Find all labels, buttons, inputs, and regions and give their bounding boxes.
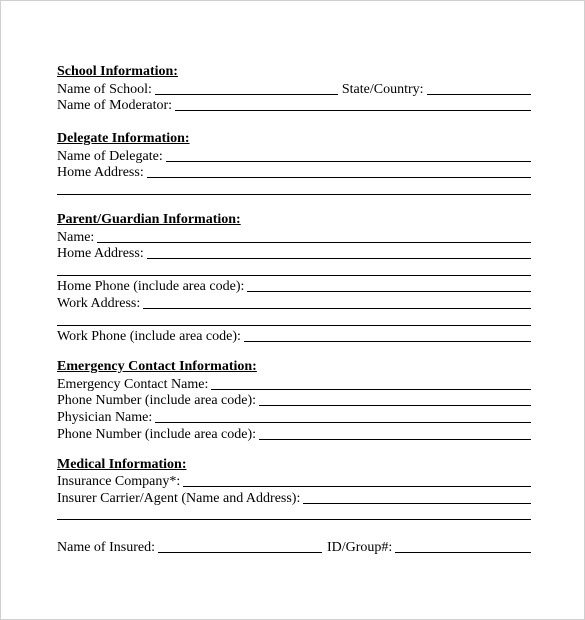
school-heading: School Information: [57,64,178,79]
insurance-row [57,473,531,490]
guardian-address-line-2 [57,261,531,278]
guardian-heading: Parent/Guardian Information: [57,211,241,227]
id-group-field[interactable] [395,539,531,553]
insured-field[interactable] [158,539,322,553]
delegate-address-field[interactable] [147,164,531,178]
medical-heading: Medical Information: [57,456,187,472]
carrier-field-2[interactable] [57,506,531,520]
delegate-heading: Delegate Information: [57,131,190,147]
delegate-section [57,131,531,197]
school-name-row [57,80,531,97]
emergency-phone-field[interactable] [259,392,531,406]
guardian-section [57,212,531,344]
home-phone-field[interactable] [247,278,531,292]
guardian-name-label: Name: [57,229,95,245]
delegate-address-field-2[interactable] [57,181,531,195]
carrier-line-2 [57,506,531,523]
medical-section [57,457,531,555]
guardian-name-field[interactable] [97,229,531,243]
guardian-address-field-2[interactable] [57,262,531,276]
insurance-field[interactable] [183,473,531,487]
moderator-field[interactable] [175,97,531,111]
delegate-name-field[interactable] [166,148,531,162]
emergency-heading: Emergency Contact Information: [57,359,257,375]
work-address-field-2[interactable] [57,312,531,326]
state-country-field[interactable] [427,81,531,95]
home-phone-row [57,278,531,295]
emergency-phone-row [57,392,531,409]
registration-form [57,64,531,555]
work-address-label: Work Address: [57,295,141,311]
work-phone-field[interactable] [244,328,531,342]
emergency-phone-label: Phone Number (include area code): [57,393,257,409]
work-address-line-2 [57,311,531,328]
id-group-label: ID/Group#: [326,539,393,555]
guardian-name-row [57,228,531,245]
emergency-name-label: Emergency Contact Name: [57,376,209,392]
emergency-section [57,359,531,441]
guardian-address-label: Home Address: [57,246,144,262]
work-address-field[interactable] [143,295,531,309]
delegate-address-label: Home Address: [57,165,144,181]
physician-phone-row [57,425,531,442]
physician-name-label: Physician Name: [57,409,153,425]
emergency-name-row [57,375,531,392]
guardian-address-row [57,245,531,262]
moderator-row [57,97,531,114]
state-country-label: State/Country: [341,81,424,97]
insurance-label: Insurance Company*: [57,474,181,490]
carrier-field[interactable] [303,490,531,504]
physician-phone-field[interactable] [259,426,531,440]
delegate-address-row [57,164,531,181]
school-name-field[interactable] [155,81,338,95]
delegate-name-row [57,147,531,164]
physician-phone-label: Phone Number (include area code): [57,426,257,442]
carrier-label: Insurer Carrier/Agent (Name and Address): [57,490,301,506]
work-phone-row [57,328,531,345]
insured-label: Name of Insured: [57,539,155,555]
school-name-label: Name of School: [57,81,152,97]
physician-name-row [57,408,531,425]
school-section [57,64,531,113]
delegate-address-line-2 [57,180,531,197]
emergency-name-field[interactable] [211,376,531,390]
physician-name-field[interactable] [155,409,531,423]
work-phone-label: Work Phone (include area code): [57,329,241,345]
carrier-row [57,489,531,506]
home-phone-label: Home Phone (include area code): [57,279,245,295]
insured-row [57,538,531,555]
work-address-row [57,294,531,311]
guardian-address-field[interactable] [147,245,531,259]
delegate-name-label: Name of Delegate: [57,148,163,164]
moderator-label: Name of Moderator: [57,98,173,114]
